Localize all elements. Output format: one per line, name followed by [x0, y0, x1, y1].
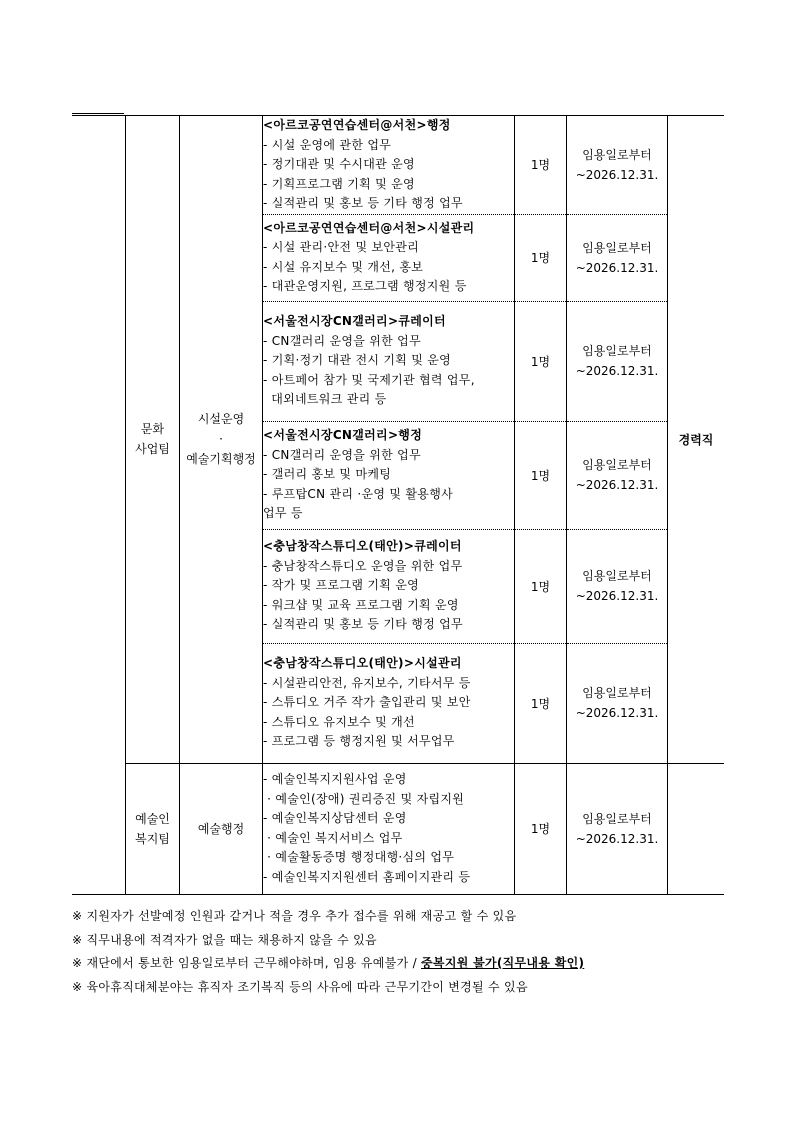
left-margin-cell — [72, 116, 126, 895]
duty-line: - CN갤러리 운영을 위한 업무 — [263, 447, 421, 462]
period-cell — [567, 529, 668, 643]
duty-line: - 시설 운영에 관한 업무 — [263, 137, 392, 152]
period: 임용일로부터 ~2026.12.31. — [575, 458, 659, 492]
duty-line: · 예술인(장애) 권리증진 및 자립지원 — [263, 791, 465, 806]
duty-line: 대외네트워크 관리 등 — [263, 392, 387, 407]
duty-cell — [263, 763, 515, 894]
duty-line: - 기획프로그램 기획 및 운영 — [263, 176, 415, 191]
table-row — [72, 116, 724, 215]
headcount: 1명 — [515, 643, 567, 763]
duty-line: - 작가 및 프로그램 기획 운영 — [263, 578, 420, 593]
top-rule — [72, 113, 124, 114]
period-cell — [567, 763, 668, 894]
duty-cell — [263, 214, 515, 301]
duty-title: <서울전시장CN갤러리>행정 — [263, 428, 423, 443]
headcount: 1명 — [515, 301, 567, 421]
duty-line: · 예술활동증명 행정대행·심의 업무 — [263, 850, 455, 864]
duty-line: - 스튜디오 유지보수 및 개선 — [263, 714, 415, 729]
period: 임용일로부터 ~2026.12.31. — [575, 344, 659, 378]
period-cell — [567, 301, 668, 421]
duty-cell — [263, 643, 515, 763]
headcount: 1명 — [515, 763, 567, 894]
duty-line: - 충남창작스튜디오 운영을 위한 업무 — [263, 558, 463, 573]
duty-title: <충남창작스튜디오(태안)>시설관리 — [263, 656, 462, 671]
period: 임용일로부터 ~2026.12.31. — [575, 240, 659, 275]
period-cell — [567, 421, 668, 529]
duty-line: - 시설관리안전, 유지보수, 기타서무 등 — [263, 675, 471, 690]
duty-line: - 대관운영지원, 프로그램 행정지원 등 — [263, 279, 467, 293]
duty-line: - 실적관리 및 홍보 등 기타 행정 업무 — [263, 196, 463, 210]
duty-line: - 예술인복지지원사업 운영 — [263, 772, 407, 786]
field-name: 예술행정 — [197, 821, 245, 836]
duty-line: - 시설 관리·안전 및 보안관리 — [263, 240, 420, 254]
duty-line: - 갤러리 홍보 및 마케팅 — [263, 467, 392, 482]
duty-line: - 기획·정기 대관 전시 기획 및 운영 — [263, 353, 452, 368]
job-table — [72, 115, 724, 895]
headcount: 1명 — [515, 214, 567, 301]
duty-line: - 루프탑CN 관리 ·운영 및 활용행사 — [263, 486, 453, 501]
duty-line: 업무 등 — [263, 506, 303, 521]
note-item — [72, 952, 584, 976]
period: 임용일로부터 ~2026.12.31. — [575, 147, 659, 182]
period-cell — [567, 643, 668, 763]
note-item: ※ 지원자가 선발예정 인원과 같거나 적을 경우 추가 접수를 위해 재공고 할 수 있음 — [72, 909, 517, 923]
field-name: 시설운영 · 예술기획행정 — [186, 412, 256, 467]
notes — [72, 905, 584, 999]
career-cell-empty — [668, 763, 725, 894]
duty-line: · 예술인 복지서비스 업무 — [263, 830, 403, 845]
dept-name: 문화 사업팀 — [135, 422, 170, 457]
duty-line: - 스튜디오 거주 작가 출입관리 및 보안 — [263, 695, 471, 710]
duty-title: <서울전시장CN갤러리>큐레이터 — [263, 314, 446, 329]
duty-line: - 아트페어 참가 및 국제기관 협력 업무, — [263, 372, 475, 387]
field-cell — [180, 763, 263, 894]
duty-line: - 정기대관 및 수시대관 운영 — [263, 157, 415, 171]
duty-cell — [263, 529, 515, 643]
duty-line: - 예술인복지지원센터 홈페이지관리 등 — [263, 869, 471, 884]
period: 임용일로부터 ~2026.12.31. — [575, 569, 659, 603]
duty-cell — [263, 116, 515, 215]
headcount: 1명 — [515, 116, 567, 215]
duty-line: - 시설 유지보수 및 개선, 홍보 — [263, 259, 424, 274]
dept-cell — [126, 116, 180, 764]
duty-line: - 프로그램 등 행정지원 및 서무업무 — [263, 734, 455, 749]
dept-name: 예술인 복지팀 — [135, 811, 170, 846]
note-highlight: 중복지원 불가(직무내용 확인) — [421, 956, 585, 970]
duty-title: <아르코공연연습센터@서천>행정 — [263, 118, 451, 132]
headcount: 1명 — [515, 529, 567, 643]
duty-line: - 워크샵 및 교육 프로그램 기획 운영 — [263, 597, 459, 612]
period: 임용일로부터 ~2026.12.31. — [575, 811, 659, 846]
duty-cell — [263, 301, 515, 421]
field-cell — [180, 116, 263, 764]
duty-title: <충남창작스튜디오(태안)>큐레이터 — [263, 539, 462, 554]
period-cell — [567, 214, 668, 301]
table-row — [72, 763, 724, 894]
note-item: ※ 육아휴직대체분야는 휴직자 조기복직 등의 사유에 따라 근무기간이 변경될 수 있음 — [72, 979, 528, 994]
duty-title: <아르코공연연습센터@서천>시설관리 — [263, 220, 475, 235]
career-cell — [668, 116, 725, 764]
duty-line: - 실적관리 및 홍보 등 기타 행정 업무 — [263, 617, 463, 632]
period-cell — [567, 116, 668, 215]
note-text: ※ 재단에서 통보한 임용일로부터 근무해야하며, 임용 유예불가 / — [72, 956, 422, 970]
career-type: 경력직 — [678, 432, 714, 447]
note-item: ※ 직무내용에 적격자가 없을 때는 채용하지 않을 수 있음 — [72, 932, 377, 947]
duty-line: - 예술인복지상담센터 운영 — [263, 811, 407, 825]
period: 임용일로부터 ~2026.12.31. — [575, 686, 659, 720]
duty-line: - CN갤러리 운영을 위한 업무 — [263, 333, 421, 348]
headcount: 1명 — [515, 421, 567, 529]
duty-cell — [263, 421, 515, 529]
dept-cell — [126, 763, 180, 894]
